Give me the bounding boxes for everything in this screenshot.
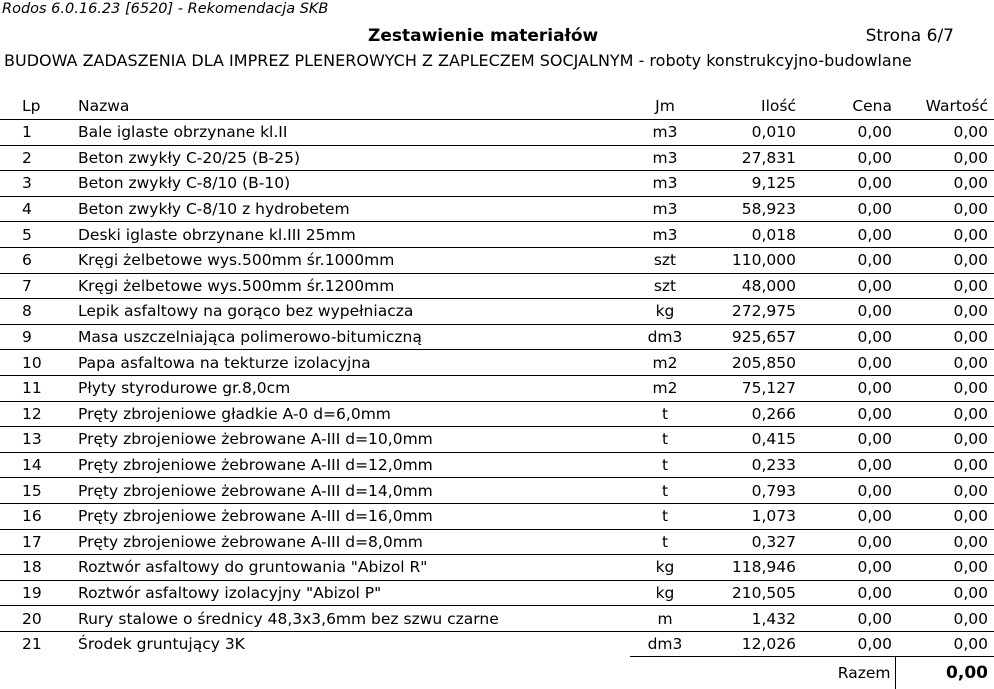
cell-price: 0,00 bbox=[799, 580, 895, 606]
table-row bbox=[0, 529, 994, 555]
header-value: Wartość bbox=[895, 92, 994, 120]
cell-price: 0,00 bbox=[799, 273, 895, 299]
table-row bbox=[0, 401, 994, 427]
cell-quantity: 210,505 bbox=[700, 580, 799, 606]
cell-name: Deski iglaste obrzynane kl.III 25mm bbox=[74, 222, 630, 248]
cell-unit: t bbox=[630, 529, 700, 555]
table-row bbox=[0, 606, 994, 632]
cell-price: 0,00 bbox=[799, 350, 895, 376]
cell-name: Roztwór asfaltowy izolacyjny "Abizol P" bbox=[74, 580, 630, 606]
cell-name: Roztwór asfaltowy do gruntowania "Abizol R" bbox=[74, 555, 630, 581]
cell-price: 0,00 bbox=[799, 606, 895, 632]
table-row bbox=[0, 478, 994, 504]
cell-price: 0,00 bbox=[799, 503, 895, 529]
cell-unit: t bbox=[630, 478, 700, 504]
cell-unit: kg bbox=[630, 580, 700, 606]
cell-price: 0,00 bbox=[799, 171, 895, 197]
cell-lp: 13 bbox=[0, 427, 74, 453]
header-lp: Lp bbox=[0, 92, 74, 120]
cell-name: Kręgi żelbetowe wys.500mm śr.1000mm bbox=[74, 247, 630, 273]
table-row bbox=[0, 171, 994, 197]
cell-value: 0,00 bbox=[895, 452, 994, 478]
cell-unit: m bbox=[630, 606, 700, 632]
cell-name: Pręty zbrojeniowe żebrowane A-III d=12,0mm bbox=[74, 452, 630, 478]
cell-quantity: 110,000 bbox=[700, 247, 799, 273]
cell-lp: 19 bbox=[0, 580, 74, 606]
cell-value: 0,00 bbox=[895, 120, 994, 146]
cell-name: Bale iglaste obrzynane kl.II bbox=[74, 120, 630, 146]
cell-value: 0,00 bbox=[895, 324, 994, 350]
cell-unit: dm3 bbox=[630, 324, 700, 350]
cell-name: Lepik asfaltowy na gorąco bez wypełniacza bbox=[74, 299, 630, 325]
cell-price: 0,00 bbox=[799, 529, 895, 555]
cell-lp: 6 bbox=[0, 247, 74, 273]
cell-lp: 10 bbox=[0, 350, 74, 376]
cell-lp: 17 bbox=[0, 529, 74, 555]
cell-price: 0,00 bbox=[799, 145, 895, 171]
app-title: Rodos 6.0.16.23 [6520] - Rekomendacja SKB bbox=[2, 1, 329, 17]
total-value: 0,00 bbox=[895, 657, 994, 689]
cell-name: Pręty zbrojeniowe żebrowane A-III d=16,0mm bbox=[74, 503, 630, 529]
cell-value: 0,00 bbox=[895, 247, 994, 273]
cell-name: Pręty zbrojeniowe żebrowane A-III d=8,0mm bbox=[74, 529, 630, 555]
cell-lp: 11 bbox=[0, 375, 74, 401]
cell-quantity: 0,018 bbox=[700, 222, 799, 248]
cell-quantity: 0,010 bbox=[700, 120, 799, 146]
cell-price: 0,00 bbox=[799, 247, 895, 273]
cell-price: 0,00 bbox=[799, 427, 895, 453]
table-row bbox=[0, 145, 994, 171]
table-row bbox=[0, 222, 994, 248]
cell-unit: t bbox=[630, 503, 700, 529]
table-row bbox=[0, 375, 994, 401]
cell-quantity: 75,127 bbox=[700, 375, 799, 401]
cell-value: 0,00 bbox=[895, 478, 994, 504]
cell-name: Pręty zbrojeniowe żebrowane A-III d=10,0mm bbox=[74, 427, 630, 453]
table-row bbox=[0, 580, 994, 606]
header-quantity: Ilość bbox=[700, 92, 799, 120]
cell-unit: m2 bbox=[630, 350, 700, 376]
cell-lp: 12 bbox=[0, 401, 74, 427]
cell-lp: 21 bbox=[0, 631, 74, 657]
cell-unit: szt bbox=[630, 273, 700, 299]
table-row bbox=[0, 324, 994, 350]
table-row bbox=[0, 247, 994, 273]
cell-quantity: 27,831 bbox=[700, 145, 799, 171]
cell-lp: 18 bbox=[0, 555, 74, 581]
cell-unit: kg bbox=[630, 299, 700, 325]
cell-price: 0,00 bbox=[799, 222, 895, 248]
cell-lp: 1 bbox=[0, 120, 74, 146]
cell-unit: dm3 bbox=[630, 631, 700, 657]
cell-lp: 2 bbox=[0, 145, 74, 171]
cell-unit: kg bbox=[630, 555, 700, 581]
cell-unit: m3 bbox=[630, 171, 700, 197]
cell-lp: 3 bbox=[0, 171, 74, 197]
cell-name: Płyty styrodurowe gr.8,0cm bbox=[74, 375, 630, 401]
cell-quantity: 272,975 bbox=[700, 299, 799, 325]
cell-value: 0,00 bbox=[895, 580, 994, 606]
cell-value: 0,00 bbox=[895, 631, 994, 657]
table-row bbox=[0, 273, 994, 299]
cell-value: 0,00 bbox=[895, 375, 994, 401]
table-header-row bbox=[0, 92, 994, 120]
cell-price: 0,00 bbox=[799, 375, 895, 401]
cell-quantity: 1,073 bbox=[700, 503, 799, 529]
table-row bbox=[0, 350, 994, 376]
cell-price: 0,00 bbox=[799, 120, 895, 146]
materials-table bbox=[0, 92, 994, 689]
cell-value: 0,00 bbox=[895, 503, 994, 529]
total-spacer bbox=[0, 657, 630, 689]
cell-value: 0,00 bbox=[895, 196, 994, 222]
header-name: Nazwa bbox=[74, 92, 630, 120]
cell-unit: t bbox=[630, 427, 700, 453]
cell-lp: 15 bbox=[0, 478, 74, 504]
cell-lp: 8 bbox=[0, 299, 74, 325]
cell-quantity: 48,000 bbox=[700, 273, 799, 299]
header-price: Cena bbox=[799, 92, 895, 120]
cell-unit: m3 bbox=[630, 196, 700, 222]
cell-name: Papa asfaltowa na tekturze izolacyjna bbox=[74, 350, 630, 376]
cell-name: Pręty zbrojeniowe gładkie A-0 d=6,0mm bbox=[74, 401, 630, 427]
cell-quantity: 9,125 bbox=[700, 171, 799, 197]
cell-lp: 4 bbox=[0, 196, 74, 222]
cell-quantity: 0,793 bbox=[700, 478, 799, 504]
table-row bbox=[0, 452, 994, 478]
cell-name: Kręgi żelbetowe wys.500mm śr.1200mm bbox=[74, 273, 630, 299]
cell-name: Beton zwykły C-8/10 (B-10) bbox=[74, 171, 630, 197]
cell-name: Beton zwykły C-20/25 (B-25) bbox=[74, 145, 630, 171]
cell-price: 0,00 bbox=[799, 631, 895, 657]
cell-quantity: 58,923 bbox=[700, 196, 799, 222]
cell-lp: 20 bbox=[0, 606, 74, 632]
cell-value: 0,00 bbox=[895, 222, 994, 248]
cell-quantity: 0,327 bbox=[700, 529, 799, 555]
table-row bbox=[0, 631, 994, 657]
cell-price: 0,00 bbox=[799, 401, 895, 427]
page-number: Strona 6/7 bbox=[865, 26, 954, 46]
cell-price: 0,00 bbox=[799, 324, 895, 350]
cell-name: Masa uszczelniająca polimerowo-bitumiczną bbox=[74, 324, 630, 350]
cell-name: Beton zwykły C-8/10 z hydrobetem bbox=[74, 196, 630, 222]
cell-name: Pręty zbrojeniowe żebrowane A-III d=14,0mm bbox=[74, 478, 630, 504]
cell-price: 0,00 bbox=[799, 299, 895, 325]
cell-quantity: 0,233 bbox=[700, 452, 799, 478]
cell-value: 0,00 bbox=[895, 273, 994, 299]
header-unit: Jm bbox=[630, 92, 700, 120]
document-title: Zestawienie materiałów bbox=[368, 26, 599, 46]
cell-value: 0,00 bbox=[895, 171, 994, 197]
total-label: Razem bbox=[630, 657, 895, 689]
cell-price: 0,00 bbox=[799, 196, 895, 222]
table-row bbox=[0, 299, 994, 325]
cell-unit: m3 bbox=[630, 120, 700, 146]
cell-value: 0,00 bbox=[895, 529, 994, 555]
cell-unit: m3 bbox=[630, 222, 700, 248]
cell-value: 0,00 bbox=[895, 427, 994, 453]
cell-price: 0,00 bbox=[799, 555, 895, 581]
cell-quantity: 0,415 bbox=[700, 427, 799, 453]
table-row bbox=[0, 196, 994, 222]
cell-value: 0,00 bbox=[895, 145, 994, 171]
cell-unit: t bbox=[630, 401, 700, 427]
total-row bbox=[0, 657, 994, 689]
cell-lp: 7 bbox=[0, 273, 74, 299]
cell-quantity: 118,946 bbox=[700, 555, 799, 581]
cell-lp: 5 bbox=[0, 222, 74, 248]
cell-quantity: 12,026 bbox=[700, 631, 799, 657]
cell-unit: m3 bbox=[630, 145, 700, 171]
cell-name: Środek gruntujący 3K bbox=[74, 631, 630, 657]
cell-quantity: 205,850 bbox=[700, 350, 799, 376]
project-subtitle: BUDOWA ZADASZENIA DLA IMPREZ PLENEROWYCH Z ZAPLECZEM SOCJALNYM - roboty konstrukcyjno-budowlane bbox=[4, 51, 912, 70]
cell-price: 0,00 bbox=[799, 478, 895, 504]
cell-name: Rury stalowe o średnicy 48,3x3,6mm bez szwu czarne bbox=[74, 606, 630, 632]
cell-lp: 16 bbox=[0, 503, 74, 529]
cell-value: 0,00 bbox=[895, 555, 994, 581]
cell-value: 0,00 bbox=[895, 401, 994, 427]
cell-quantity: 1,432 bbox=[700, 606, 799, 632]
cell-value: 0,00 bbox=[895, 299, 994, 325]
table-row bbox=[0, 120, 994, 146]
table-row bbox=[0, 555, 994, 581]
cell-lp: 9 bbox=[0, 324, 74, 350]
table-row bbox=[0, 503, 994, 529]
cell-unit: t bbox=[630, 452, 700, 478]
table-row bbox=[0, 427, 994, 453]
cell-quantity: 925,657 bbox=[700, 324, 799, 350]
cell-price: 0,00 bbox=[799, 452, 895, 478]
cell-value: 0,00 bbox=[895, 350, 994, 376]
cell-lp: 14 bbox=[0, 452, 74, 478]
cell-unit: szt bbox=[630, 247, 700, 273]
cell-unit: m2 bbox=[630, 375, 700, 401]
cell-value: 0,00 bbox=[895, 606, 994, 632]
table-body bbox=[0, 120, 994, 657]
cell-quantity: 0,266 bbox=[700, 401, 799, 427]
